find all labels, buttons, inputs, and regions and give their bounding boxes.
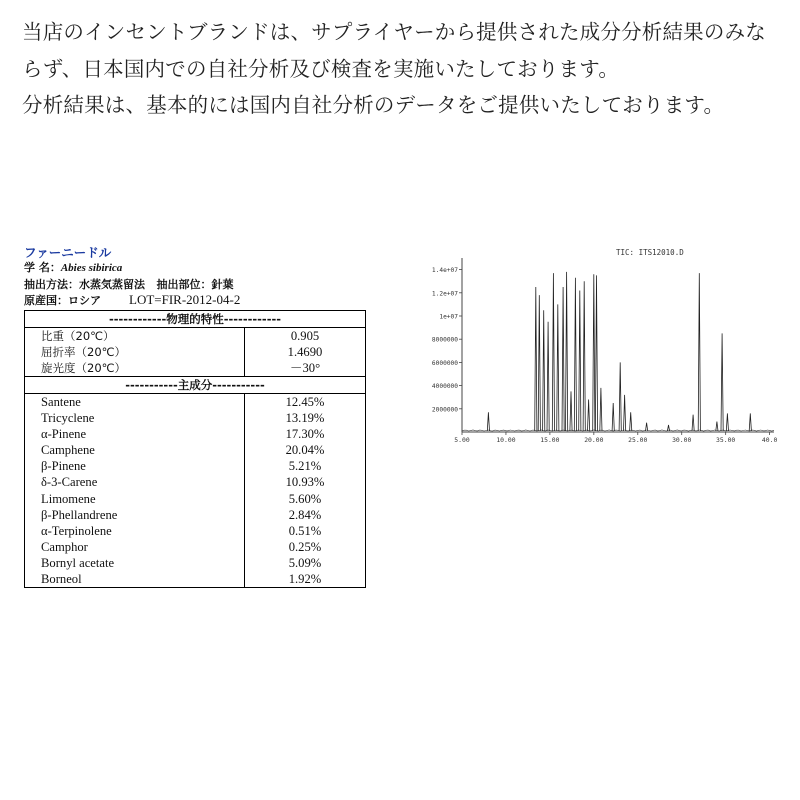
component-name: β-Phellandrene [25, 507, 245, 523]
y-tick-label: 2000000 [431, 406, 458, 414]
component-name: β-Pinene [25, 458, 245, 474]
table-row [25, 442, 366, 458]
table-row [25, 539, 366, 555]
origin-value: ロシア [68, 294, 101, 307]
table-row [25, 555, 366, 571]
component-name: α-Pinene [25, 426, 245, 442]
part-label: 抽出部位： [156, 277, 212, 291]
x-tick-label: 10.00 [496, 436, 516, 444]
component-value: 2.84% [245, 507, 366, 523]
component-name: Limomene [25, 491, 245, 507]
components-header: -----------主成分----------- [25, 376, 366, 393]
component-value: 5.60% [245, 491, 366, 507]
peak [600, 388, 602, 431]
component-name: Borneol [25, 571, 245, 588]
scientific-name-label: 学 名： [24, 261, 61, 274]
method-label: 抽出方法： [24, 277, 79, 291]
y-tick-label: 4000000 [431, 383, 458, 391]
x-tick-label: 35.00 [716, 436, 736, 444]
table-row [25, 458, 366, 474]
origin-row [24, 292, 366, 309]
peak [574, 278, 576, 431]
table-row [25, 523, 366, 539]
spec-sheet [24, 246, 366, 588]
peak [612, 403, 614, 431]
component-value: 13.19% [245, 410, 366, 426]
peak [716, 422, 718, 431]
x-tick-label: 30.00 [672, 436, 692, 444]
peak [562, 287, 564, 431]
y-tick-label: 1e+07 [439, 313, 458, 321]
table-row [25, 426, 366, 442]
physical-header-row [25, 310, 366, 327]
part-value: 針葉 [211, 277, 234, 291]
scientific-name-row [24, 260, 366, 277]
x-tick-label: 25.00 [628, 436, 648, 444]
peak [593, 274, 595, 431]
component-name: α-Terpinolene [25, 523, 245, 539]
peak [749, 413, 751, 431]
component-value: 20.04% [245, 442, 366, 458]
intro-text [22, 14, 782, 124]
peak [543, 310, 545, 431]
peak [579, 291, 581, 432]
peak [547, 322, 549, 431]
y-tick-label: 8000000 [431, 336, 458, 344]
component-value: 17.30% [245, 426, 366, 442]
component-value: 12.45% [245, 393, 366, 410]
chromatogram-plot [416, 244, 786, 444]
table-row [25, 344, 366, 360]
peak [595, 275, 597, 431]
physical-value: 0.905 [245, 327, 366, 344]
x-tick-label: 20.00 [584, 436, 604, 444]
component-value: 0.51% [245, 523, 366, 539]
method-value: 水蒸気蒸留法 [79, 277, 145, 291]
table-row [25, 360, 366, 377]
y-tick-label: 6000000 [431, 359, 458, 367]
table-row [25, 571, 366, 588]
baseline-trace [462, 430, 774, 431]
peak [557, 304, 559, 431]
peak [535, 287, 537, 431]
origin-label: 原産国： [24, 294, 68, 307]
peak [624, 395, 626, 431]
peak [721, 333, 723, 431]
x-tick-label: 40.0 [761, 436, 778, 444]
chromatogram [416, 244, 786, 444]
peak [583, 281, 585, 431]
peak [698, 273, 700, 431]
scientific-name: Abies sibirica [60, 262, 123, 274]
intro-paragraph-1: 当店のインセントブランドは、サプライヤーから提供された成分分析結果のみならず、日本国内での自社分析及び検査を実施いたしております。 [22, 20, 766, 81]
peak [552, 273, 554, 431]
physical-value: 1.4690 [245, 344, 366, 360]
component-value: 1.92% [245, 571, 366, 588]
peak [588, 400, 590, 432]
component-name: Camphene [25, 442, 245, 458]
y-tick-label: 1.4e+07 [431, 267, 458, 275]
peak [538, 295, 540, 431]
chromatogram-title: TIC: ITS12010.D [616, 248, 684, 257]
table-row [25, 491, 366, 507]
physical-label: 比重（20℃） [25, 327, 245, 344]
component-name: Bornyl acetate [25, 555, 245, 571]
x-tick-label: 15.00 [540, 436, 560, 444]
extraction-row [24, 277, 366, 293]
component-name: Santene [25, 393, 245, 410]
component-name: Camphor [25, 539, 245, 555]
physical-header: ------------物理的特性------------ [25, 310, 366, 327]
table-row [25, 410, 366, 426]
x-tick-label: 5.00 [454, 436, 470, 444]
peak [487, 412, 489, 431]
peak [566, 272, 568, 431]
peak [692, 415, 694, 431]
lot-number: LOT=FIR-2012-04-2 [129, 292, 241, 307]
component-value: 5.09% [245, 555, 366, 571]
component-value: 5.21% [245, 458, 366, 474]
table-row [25, 474, 366, 490]
physical-label: 屈折率（20℃） [25, 344, 245, 360]
peak [570, 391, 572, 431]
components-header-row [25, 376, 366, 393]
peak [726, 413, 728, 431]
component-name: Tricyclene [25, 410, 245, 426]
component-value: 0.25% [245, 539, 366, 555]
table-row [25, 327, 366, 344]
peak [619, 362, 621, 431]
peak [630, 412, 632, 431]
analysis-table [24, 310, 366, 589]
intro-paragraph-2: 分析結果は、基本的には国内自社分析のデータをご提供いたしております。 [22, 93, 725, 117]
component-value: 10.93% [245, 474, 366, 490]
y-tick-label: 1.2e+07 [431, 290, 458, 298]
physical-label: 旋光度（20℃） [25, 360, 245, 377]
physical-value: －30° [245, 360, 366, 377]
table-row [25, 507, 366, 523]
table-row [25, 393, 366, 410]
product-name: ファーニードル [24, 245, 112, 260]
component-name: δ-3-Carene [25, 474, 245, 490]
